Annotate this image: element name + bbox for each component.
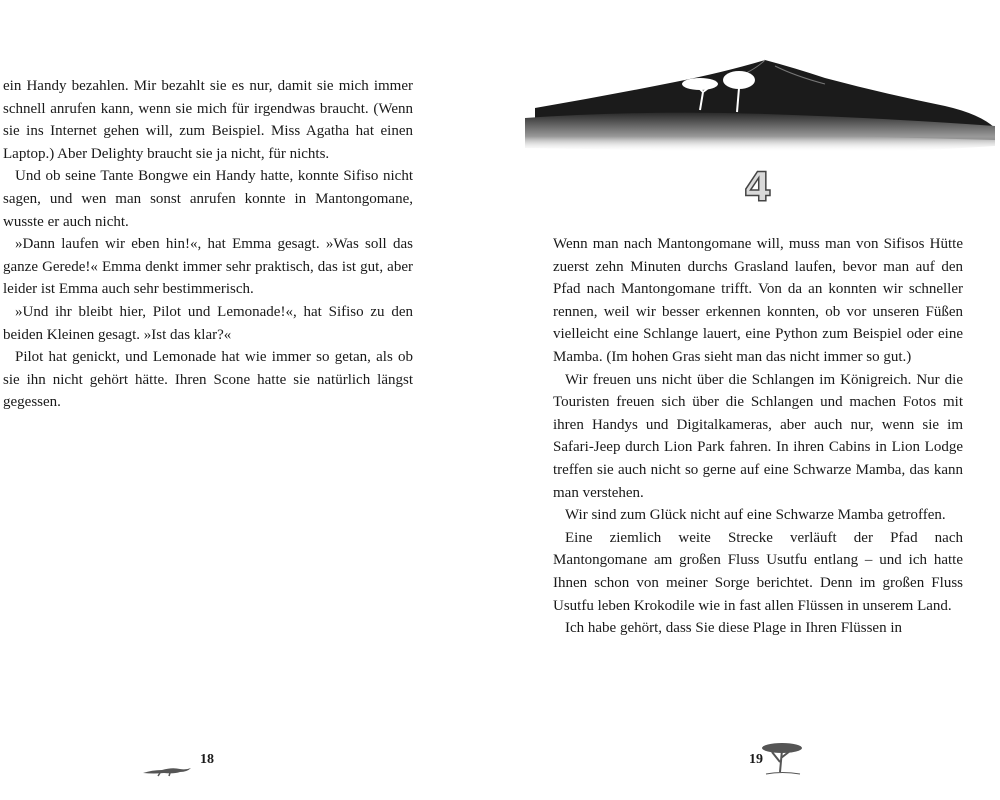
paragraph: Wenn man nach Mantongomane will, muss man von Sifisos Hütte zuerst zehn Minuten durchs Grasland laufen, bevor man auf den Pfad nach Mantongomane trifft. Von da an konnten wir schneller rennen, weil wir besser erkennen konnten, ob vor unseren Füßen vielleicht eine Schlange lauert, eine Python zum Beispiel oder eine Mamba. (Im hohen Gras sieht man das nicht immer so gut.) xyxy=(553,236,963,365)
paragraph: Ich habe gehört, dass Sie diese Plage in Ihren Flüssen in xyxy=(565,620,903,637)
paragraph: »Und ihr bleibt hier, Pilot und Lemonade!«, hat Sifiso zu den beiden Kleinen gesagt. »Ist das klar?« xyxy=(3,303,413,343)
page-number: 18 xyxy=(200,752,214,767)
page-number: 19 xyxy=(749,752,763,767)
mountain-landscape-illustration xyxy=(525,50,1000,160)
left-page-text xyxy=(3,75,413,414)
crocodile-icon xyxy=(142,758,192,778)
paragraph: ein Handy bezahlen. Mir bezahlt sie es nur, damit sie mich immer schnell anrufen kann, wenn sie mich für irgendwas braucht. (Wenn sie ins Internet gehen will, zum Beispiel. Miss Agatha hat einen Laptop.) Aber Delighty braucht sie ja nicht, für nichts. xyxy=(3,78,413,162)
paragraph: Eine ziemlich weite Strecke verläuft der Pfad nach Mantongomane am großen Fluss Usutfu entlang – und ich hatte Ihnen schon von meiner Sorge berichtet. Denn im großen Fluss Usutfu leben Krokodile wie in fast allen Flüssen in unserem Land. xyxy=(553,529,963,614)
paragraph: »Dann laufen wir eben hin!«, hat Emma gesagt. »Was soll das ganze Gerede!« Emma denkt immer sehr praktisch, das ist gut, aber leider ist Emma auch sehr bestimmerisch. xyxy=(3,236,413,298)
acacia-tree-icon xyxy=(760,738,810,778)
paragraph: Und ob seine Tante Bongwe ein Handy hatte, konnte Sifiso nicht sagen, und wen man sonst anrufen konnte in Mantongomane, wusste er auch nicht. xyxy=(3,168,413,230)
right-page xyxy=(500,0,1000,800)
chapter-number: 4 xyxy=(744,165,772,211)
right-page-text xyxy=(553,233,963,640)
paragraph: Wir freuen uns nicht über die Schlangen im Königreich. Nur die Touristen freuen sich über die Schlangen und machen Fotos mit ihren Handys und Digitalkameras, aber auch nur, wenn sie im Safari-Jeep durch Lion Park fahren. In ihren Cabins in Lion Lodge treffen sie auch nicht so gerne auf eine Schwarze Mamba, das kann man verstehen. xyxy=(553,371,963,501)
paragraph: Wir sind zum Glück nicht auf eine Schwarze Mamba getroffen. xyxy=(565,507,946,524)
paragraph: Pilot hat genickt, und Lemonade hat wie immer so getan, als ob sie ihn nicht gehört hätte. Ihren Scone hatte sie natürlich längst gegessen. xyxy=(3,349,413,411)
